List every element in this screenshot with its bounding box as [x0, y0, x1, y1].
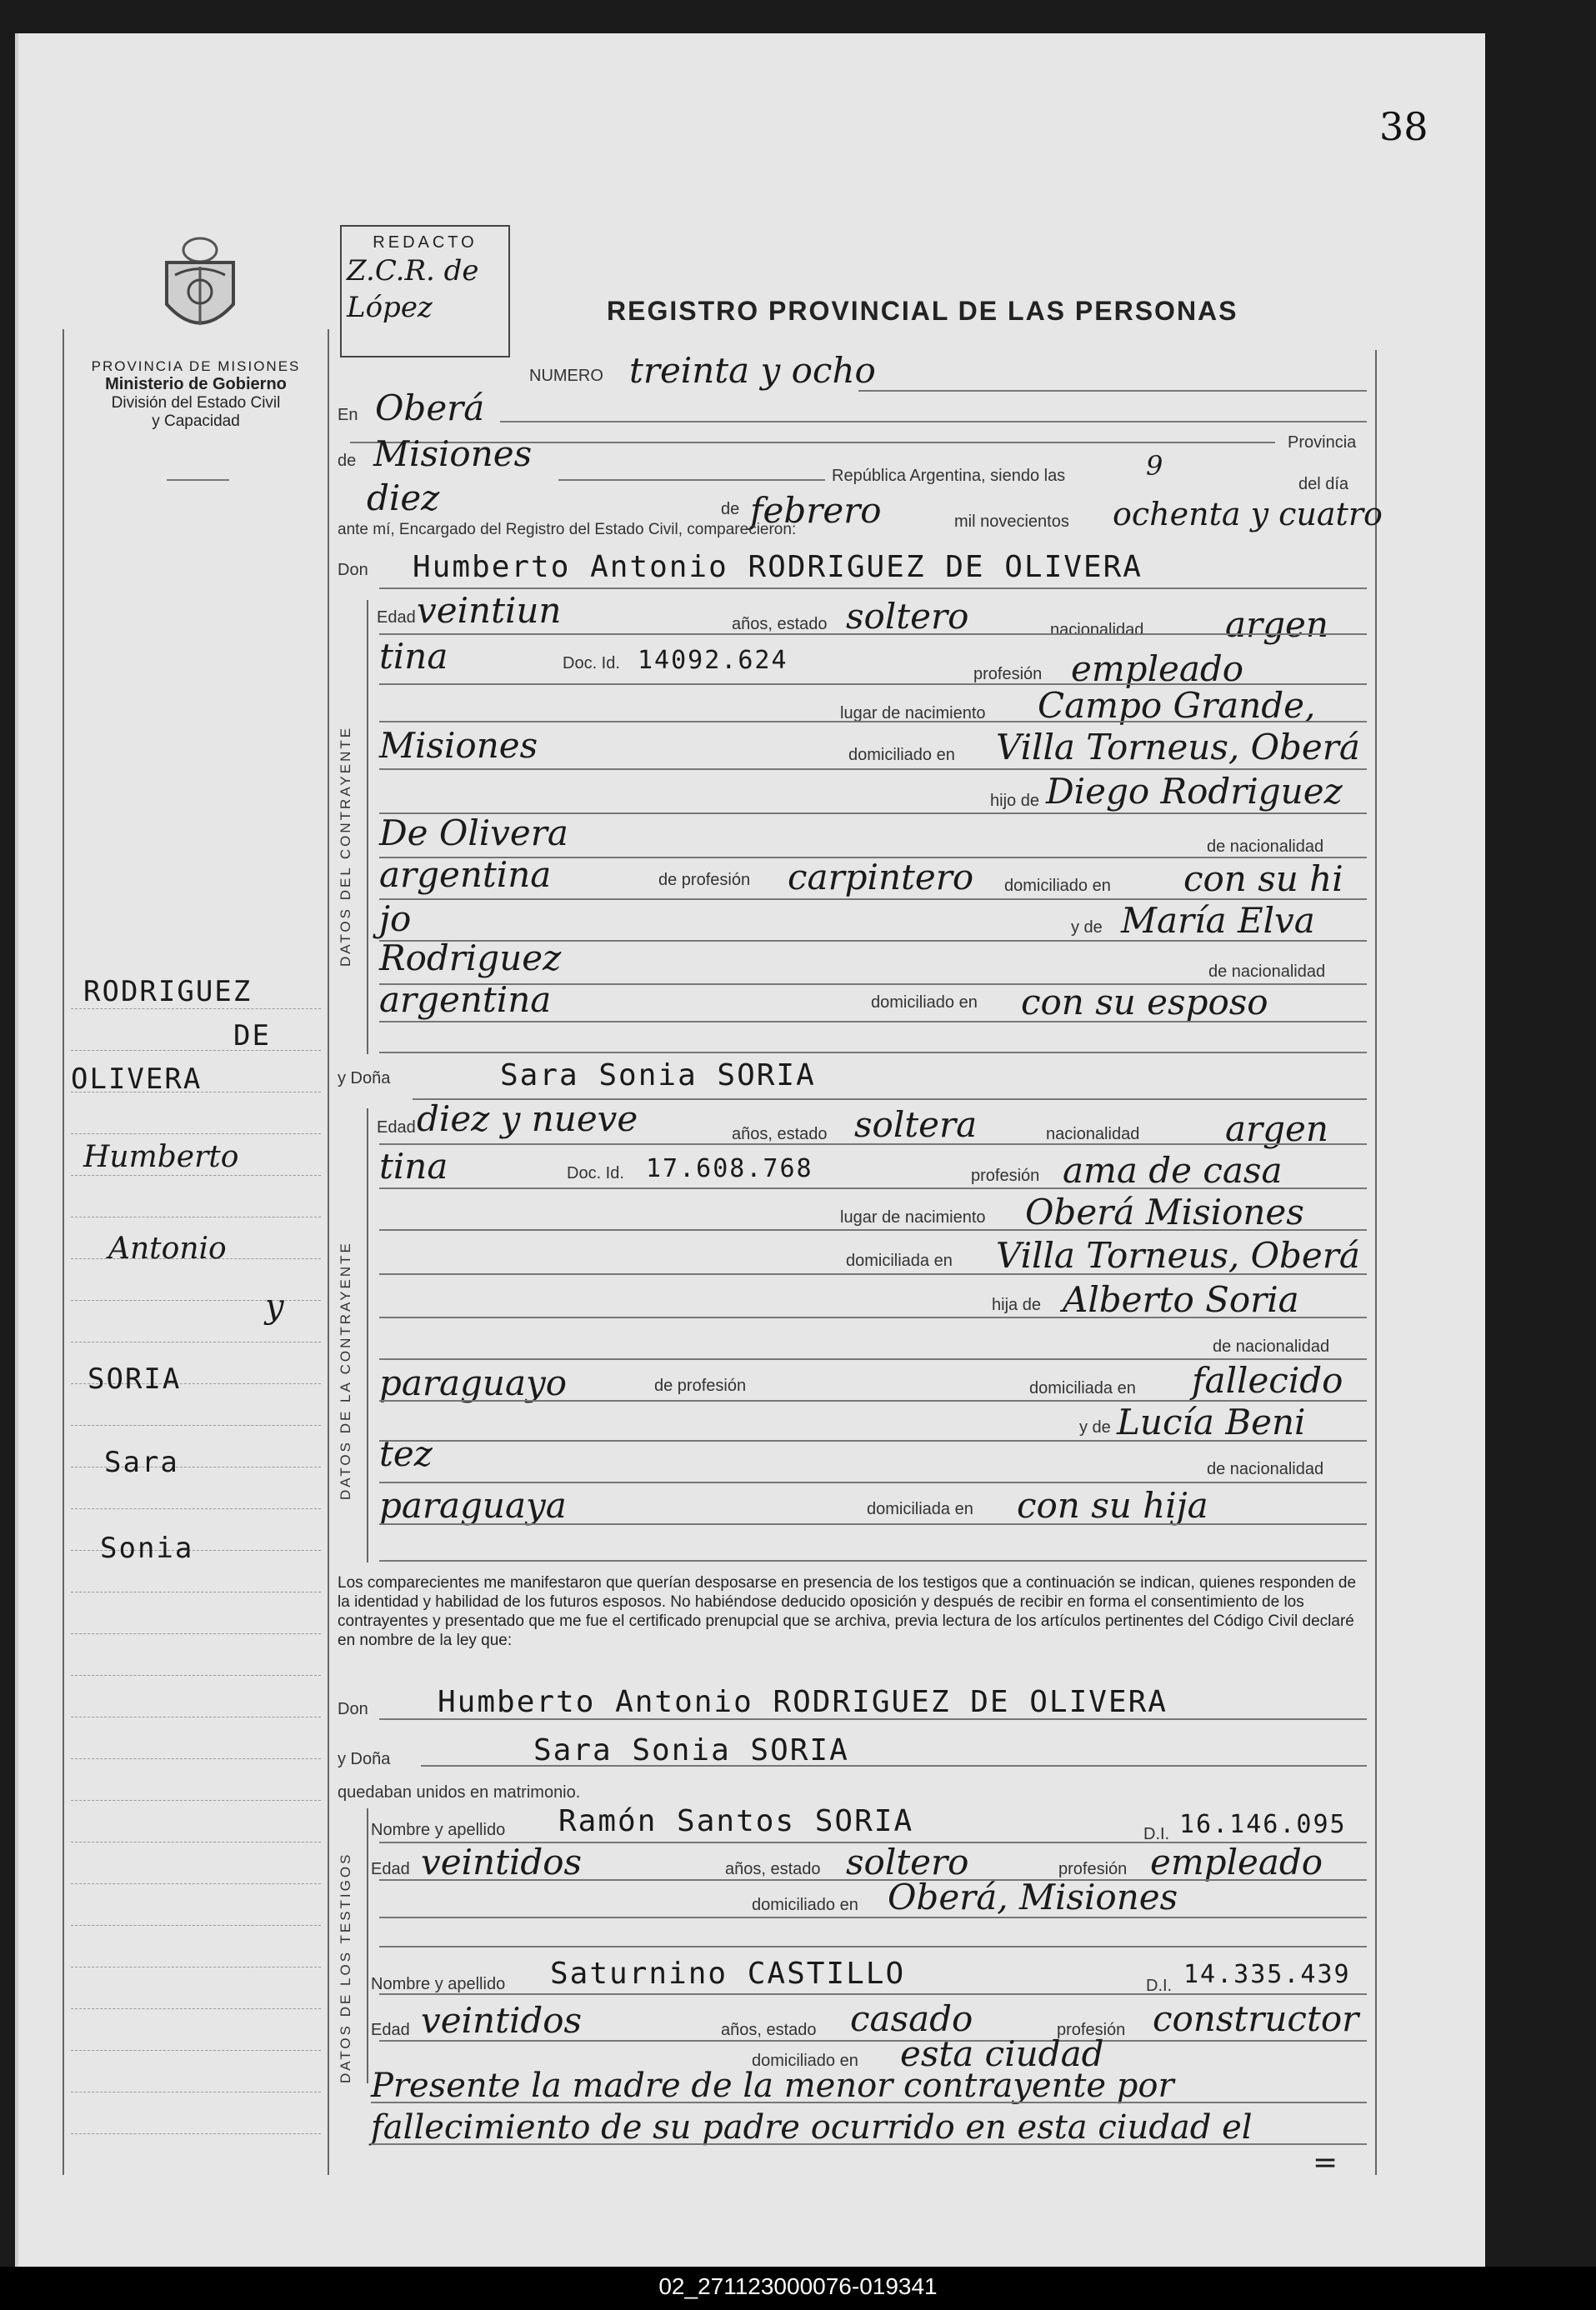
contrayente-padre-dom-b: jo	[379, 898, 412, 939]
de2-label: de	[721, 500, 740, 518]
y-de-label: y de	[1071, 918, 1103, 937]
contrayente-f-padre: Alberto Soria	[1063, 1279, 1299, 1320]
margin-name-7: Sara	[104, 1446, 179, 1479]
contrayente-edad: veintiun	[417, 590, 562, 631]
profesion-label: profesión	[973, 665, 1043, 683]
contrayente-f-profesion: ama de casa	[1063, 1150, 1283, 1191]
testigos-side-label: DATOS DE LOS TESTIGOS	[338, 1852, 353, 2083]
contrayente-madre-nac: argentina	[379, 979, 552, 1020]
y-dona-label: y Doña	[338, 1069, 391, 1088]
testigo1-profesion: empleado	[1150, 1842, 1323, 1882]
margin-name-4: Antonio	[108, 1232, 227, 1266]
dona-final-nombre: Sara Sonia SORIA	[533, 1733, 849, 1768]
testigo2-edad: veintidos	[421, 2000, 583, 2041]
don-label: Don	[338, 561, 368, 579]
contrayente-padre-nac: argentina	[379, 854, 552, 895]
scan-footer-id: 02_271123000076-019341	[658, 2273, 938, 2299]
don-label-final: Don	[338, 1700, 368, 1718]
nombre-apellido-label: Nombre y apellido	[371, 1821, 506, 1839]
en-label: En	[338, 406, 358, 424]
left-frame-line	[63, 329, 64, 2175]
issuer-division: División del Estado Civil	[111, 394, 281, 412]
margin-name-3: Humberto	[83, 1140, 239, 1174]
margin-ruled-line	[71, 1175, 321, 1176]
margin-name-6: SORIA	[88, 1362, 182, 1396]
profesion-label-f: profesión	[971, 1167, 1040, 1185]
provincia-value: Misiones	[373, 433, 533, 474]
contrayente-madre: María Elva	[1121, 900, 1315, 941]
contrayente-padre-prof: carpintero	[788, 857, 974, 898]
edad-label-t2: Edad	[371, 2021, 410, 2039]
edad-label: Edad	[377, 608, 416, 627]
issuer-block	[71, 358, 321, 431]
profesion-label-t2: profesión	[1057, 2021, 1126, 2039]
testigo2-estado: casado	[850, 1998, 973, 2039]
de-nacionalidad-label-2: de nacionalidad	[1208, 962, 1326, 981]
testigo2-profesion: constructor	[1153, 1998, 1359, 2039]
margin-ruled-line	[71, 1508, 321, 1509]
contrayente-nac-b: tina	[379, 636, 448, 677]
dona-label-final: y Doña	[338, 1750, 391, 1768]
margin-name-1: DE	[233, 1019, 271, 1052]
coat-of-arms-emblem	[150, 229, 250, 346]
anio-value: ochenta y cuatro	[1113, 496, 1383, 532]
domiciliada-label-2: domiciliada en	[1029, 1379, 1136, 1398]
domiciliado-label-t2: domiciliado en	[752, 2052, 858, 2070]
nacionalidad-label: nacionalidad	[1050, 621, 1144, 639]
contrayente-padre-dom: con su hi	[1183, 858, 1343, 899]
redacto-label: REDACTO	[373, 233, 478, 252]
domiciliado-label-2: domiciliado en	[1004, 877, 1111, 895]
de-nacionalidad-label: de nacionalidad	[1207, 838, 1324, 856]
testigo2-di: 14.335.439	[1183, 1960, 1351, 1989]
edad-label-f: Edad	[377, 1118, 416, 1137]
republica-label: República Argentina, siendo las	[832, 467, 1066, 485]
contrayente-f-nac-b: tina	[379, 1146, 448, 1187]
margin-ruled-line	[71, 1758, 321, 1759]
page-title: REGISTRO PROVINCIAL DE LAS PERSONAS	[607, 296, 1238, 326]
mil-novecientos-label: mil novecientos	[954, 512, 1069, 531]
contrayente-f-madre-nac: paraguaya	[379, 1485, 567, 1526]
anos-estado-label: años, estado	[732, 615, 828, 633]
unidos-label: quedaban unidos en matrimonio.	[338, 1783, 581, 1802]
ante-mi-label: ante mí, Encargado del Registro del Estado Civil, comparecieron:	[338, 521, 797, 538]
margin-ruled-line	[71, 1967, 321, 1968]
provincia-label: Provincia	[1288, 433, 1357, 452]
testigo1-estado: soltero	[846, 1842, 969, 1882]
margin-name-0: RODRIGUEZ	[83, 975, 253, 1008]
domiciliada-label-3: domiciliada en	[867, 1500, 973, 1518]
contrayente-domicilio: Villa Torneus, Oberá	[996, 727, 1360, 768]
nota-linea-2: fallecimiento de su padre ocurrido en esta ciudad el	[371, 2108, 1253, 2147]
contrayente-side-label: DATOS DEL CONTRAYENTE	[338, 725, 353, 967]
contrayente-f-doc: 17.608.768	[646, 1154, 813, 1183]
testigo2-domicilio: esta ciudad	[900, 2033, 1104, 2074]
testigo1-edad: veintidos	[421, 1842, 583, 1882]
contrayente-madre-b: Rodriguez	[379, 938, 562, 978]
contrayente-f-nac-a: argen	[1225, 1108, 1328, 1149]
hijo-de-label: hijo de	[990, 792, 1039, 810]
contrayente-f-madre-b: tez	[379, 1433, 433, 1474]
edad-label-t1: Edad	[371, 1860, 410, 1878]
nacionalidad-label-f: nacionalidad	[1046, 1125, 1140, 1143]
margin-ruled-line	[71, 2050, 321, 2051]
margin-ruled-line	[71, 1800, 321, 1801]
contrayente-f-padre-dom: fallecido	[1192, 1360, 1343, 1401]
doc-label-f: Doc. Id.	[567, 1164, 624, 1182]
contrayente-f-estado: soltera	[854, 1104, 978, 1145]
contrayente-f-nombre: Sara Sonia SORIA	[500, 1058, 816, 1092]
margin-ruled-line	[71, 1675, 321, 1676]
margin-ruled-line	[71, 1883, 321, 1884]
contrayente-f-side-label: DATOS DE LA CONTRAYENTE	[338, 1241, 353, 1500]
margin-ruled-line	[71, 1717, 321, 1718]
margin-frame-line	[328, 329, 329, 2175]
margin-name-8: Sonia	[100, 1532, 194, 1565]
contrayente-doc: 14092.624	[638, 646, 788, 675]
contrayente-f-edad: diez y nueve	[417, 1098, 638, 1139]
numero-value: treinta y ocho	[629, 350, 876, 391]
contrayente-nombre: Humberto Antonio RODRIGUEZ DE OLIVERA	[413, 550, 1143, 584]
margin-ruled-line	[71, 1633, 321, 1634]
contrayente-lugar-nac-b: Misiones	[379, 725, 538, 766]
contrayente-f-domicilio: Villa Torneus, Oberá	[996, 1235, 1360, 1276]
mes-value: febrero	[750, 490, 882, 531]
margin-ruled-line	[71, 2008, 321, 2009]
don-final-nombre: Humberto Antonio RODRIGUEZ DE OLIVERA	[438, 1685, 1168, 1719]
margin-ruled-line	[71, 1925, 321, 1926]
issuer-capacity: y Capacidad	[152, 412, 240, 430]
nombre-apellido-label-2: Nombre y apellido	[371, 1975, 506, 1993]
contrayente-nac-a: argen	[1225, 604, 1328, 645]
domiciliado-label-3: domiciliado en	[871, 993, 978, 1012]
contrayente-f-padre-nac: paraguayo	[379, 1362, 568, 1403]
de-nacionalidad-label-f: de nacionalidad	[1213, 1338, 1330, 1356]
testigo1-di: 16.146.095	[1179, 1810, 1347, 1839]
anos-estado-label-f: años, estado	[732, 1125, 828, 1143]
domiciliado-label: domiciliado en	[848, 746, 955, 764]
domiciliado-label-t1: domiciliado en	[752, 1896, 858, 1914]
di-label: D.I.	[1143, 1825, 1170, 1843]
del-dia-label: del día	[1298, 475, 1349, 493]
doc-label: Doc. Id.	[563, 654, 620, 672]
lugar-nacimiento-label-f: lugar de nacimiento	[840, 1208, 986, 1227]
contrayente-padre: Diego Rodriguez	[1046, 771, 1343, 812]
de-profesion-label: de profesión	[658, 871, 751, 889]
y-de-label-f: y de	[1079, 1418, 1111, 1437]
issuer-ministry: Ministerio de Gobierno	[105, 375, 287, 393]
numero-label: NUMERO	[529, 367, 603, 385]
right-frame-line	[1375, 350, 1377, 2175]
redacto-name: Z.C.R. de López	[347, 254, 479, 324]
domiciliada-label: domiciliada en	[846, 1252, 953, 1270]
page-number: 38	[1379, 104, 1428, 149]
contrayente-f-madre: Lucía Beni	[1117, 1402, 1306, 1442]
hija-de-label: hija de	[992, 1296, 1041, 1314]
de-profesion-label-f: de profesión	[654, 1377, 747, 1395]
margin-name-5: y	[265, 1288, 284, 1326]
margin-name-2: OLIVERA	[71, 1062, 203, 1096]
testigo1-nombre: Ramón Santos SORIA	[558, 1804, 914, 1838]
margin-ruled-line	[71, 1425, 321, 1426]
de-nacionalidad-label-f2: de nacionalidad	[1207, 1460, 1324, 1478]
hora-value: 9	[1146, 450, 1163, 482]
di-label-2: D.I.	[1146, 1977, 1173, 1995]
lugar-value: Oberá	[375, 388, 485, 428]
margin-ruled-line	[71, 1008, 321, 1009]
nota-linea-1: Presente la madre de la menor contrayente por	[371, 2067, 1174, 2105]
testigo2-nombre: Saturnino CASTILLO	[550, 1957, 906, 1991]
contrayente-padre-b: De Olivera	[379, 812, 568, 853]
profesion-label-t1: profesión	[1058, 1860, 1128, 1878]
contrayente-profesion: empleado	[1071, 648, 1244, 689]
anos-estado-label-t2: años, estado	[721, 2021, 817, 2039]
margin-ruled-line	[71, 1217, 321, 1218]
contrayente-lugar-nac: Campo Grande,	[1038, 685, 1316, 726]
margin-ruled-line	[71, 1050, 321, 1051]
lugar-nacimiento-label: lugar de nacimiento	[840, 704, 986, 722]
dia-value: diez	[367, 478, 440, 518]
nota-linea-3: =	[1313, 2146, 1338, 2180]
contrayente-madre-dom: con su esposo	[1021, 982, 1268, 1022]
issuer-province: PROVINCIA DE MISIONES	[91, 358, 301, 374]
de-label: de	[338, 452, 357, 470]
redacto-box	[340, 225, 510, 358]
contrayente-f-madre-dom: con su hija	[1017, 1485, 1208, 1526]
contrayente-f-lugar-nac: Oberá Misiones	[1025, 1192, 1304, 1232]
anos-estado-label-t1: años, estado	[725, 1860, 821, 1878]
margin-ruled-line	[71, 1133, 321, 1134]
contrayente-estado: soltero	[846, 596, 969, 637]
margin-ruled-line	[71, 2133, 321, 2134]
declaracion-paragraph: Los comparecientes me manifestaron que querían desposarse en presencia de los testigos que a continuación se indican, quienes responden de la identidad y habilidad de los futuros esposos. No habiéndose deducido oposición y después de recibir en forma el consentimiento de los contrayentes y presentado que me fue el certificado prenupcial que se archiva, previa lectura de los artículos pertinentes del Código Civil declaré en nombre de la ley que:	[338, 1574, 1357, 1649]
testigo1-domicilio: Oberá, Misiones	[888, 1877, 1178, 1918]
divider	[167, 479, 229, 481]
